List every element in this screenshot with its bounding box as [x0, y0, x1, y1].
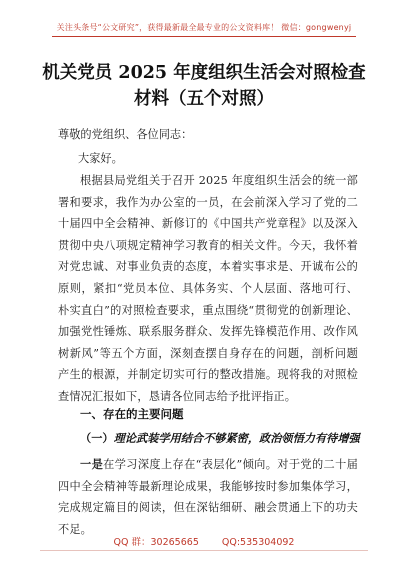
title-line-2: 材料（五个对照）: [134, 89, 274, 109]
subsection-number: （一）: [80, 431, 114, 445]
subsection-heading: [80, 430, 360, 446]
document-title: [40, 60, 368, 112]
intro-paragraph: 根据县局党组关于召开 2025 年度组织生活会的统一部署和要求，我作为办公室的一员，在会前深入学习了党的二十届四中全会精神、新修订的《中国共产党章程》以及深入贯彻中央八项规定精神学习教育的相关文件。今天，我怀着对党忠诚、对事业负责的态度，本着实事求是、开诚布公的原则，紧扣“党员本位、具体务实、个人层面、落地可行、朴实直白”的对照检查要求，重点围绕“贯彻党的创新理论、加强党性锤炼、联系服务群众、发挥先锋模范作用、改作风树新风”等五个方面，深刻查摆自身存在的问题，剖析问题产生的根源，并制定切实可行的整改措施。现将我的对照检查情况汇报如下，恳请各位同志给予批评指正。: [58, 174, 358, 403]
section-heading: 一、存在的主要问题: [80, 407, 184, 421]
point-lead: 一是: [80, 457, 104, 471]
point-paragraph: [58, 454, 358, 540]
footer-qq-group: QQ 群：30265665: [113, 537, 199, 548]
footer-contact: [0, 534, 408, 548]
top-divider: [52, 36, 356, 37]
subsection-title: 理论武装学用结合不够紧密，政治领悟力有待增强: [113, 431, 360, 445]
top-banner: 关注头条号“公文研究”，获得最新最全最专业的公文资料库！ 微信：gongwenyj: [56, 23, 352, 32]
salutation: 尊敬的党组织、各位同志：: [58, 128, 193, 141]
footer-qq: QQ:535304092: [221, 537, 295, 548]
title-line-1: 机关党员 2025 年度组织生活会对照检查: [42, 63, 366, 83]
point-text: 在学习深度上存在“表层化”倾向。对于党的二十届四中全会精神等最新理论成果，我能够按时参加集体学习，完成规定篇目的阅读，但在深钻细研、融会贯通上下的功夫不足。: [58, 458, 358, 536]
bottom-divider: [40, 550, 368, 551]
greeting: 大家好。: [78, 152, 123, 165]
